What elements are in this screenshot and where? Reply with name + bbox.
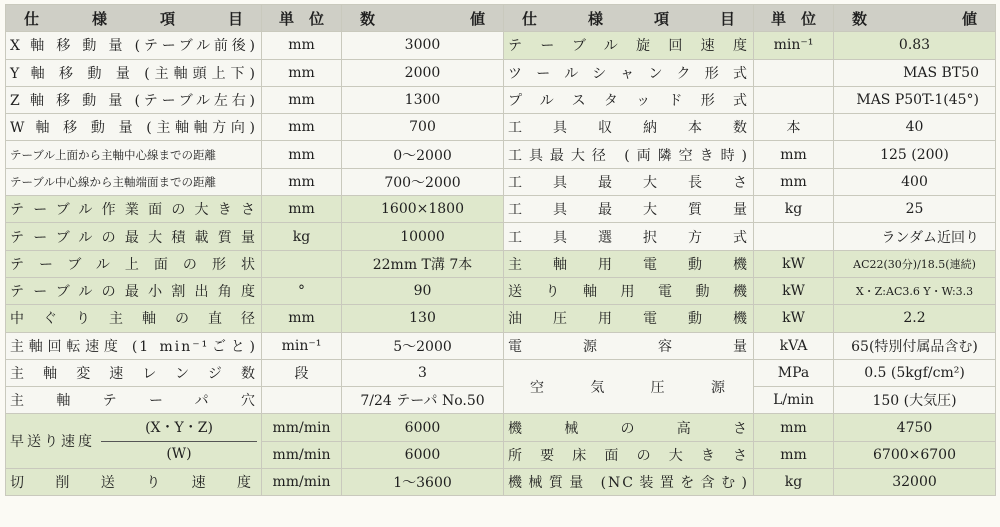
spec-item: 主軸テーパ穴 xyxy=(6,387,262,414)
table-row xyxy=(6,277,996,304)
spec-item: 切削送り速度 xyxy=(6,469,262,496)
spec-unit: kg xyxy=(262,223,342,250)
spec-item: テーブル中心線から主軸端面までの距離 xyxy=(6,168,262,195)
spec-item: テーブル上面から主軸中心線までの距離 xyxy=(6,141,262,168)
table-row xyxy=(6,332,996,359)
table-row xyxy=(6,32,996,59)
table-row xyxy=(6,114,996,141)
spec-unit: L/min xyxy=(754,387,834,414)
spec-value: 65(特別付属品含む) xyxy=(834,332,996,359)
spec-value: X・Z:AC3.6 Y・W:3.3 xyxy=(834,277,996,304)
table-row xyxy=(6,414,996,441)
spec-item: Y 軸 移 動 量 (主軸頭上下) xyxy=(6,59,262,86)
header-unit: 単 位 xyxy=(262,5,342,32)
spec-unit: 段 xyxy=(262,359,342,386)
spec-item: 電源容量 xyxy=(504,332,754,359)
spec-item: Z 軸 移 動 量 (テーブル左右) xyxy=(6,86,262,113)
header-value: 数 値 xyxy=(342,5,504,32)
spec-value: 6700×6700 xyxy=(834,441,996,468)
spec-item: 機械の高さ xyxy=(504,414,754,441)
spec-unit: mm xyxy=(754,141,834,168)
spec-item: テーブルの最小割出角度 xyxy=(6,277,262,304)
table-row xyxy=(6,86,996,113)
spec-value: 1300 xyxy=(342,86,504,113)
table-row xyxy=(6,141,996,168)
spec-item: 工具最大長さ xyxy=(504,168,754,195)
spec-unit: mm xyxy=(262,86,342,113)
spec-value: 130 xyxy=(342,305,504,332)
spec-unit: kW xyxy=(754,250,834,277)
spec-item-air: 空気圧源 xyxy=(504,359,754,414)
spec-value: 3 xyxy=(342,359,504,386)
spec-item: 工具最大質量 xyxy=(504,196,754,223)
spec-value: 700～2000 xyxy=(342,168,504,195)
spec-value: MAS BT50 xyxy=(834,59,996,86)
spec-item: 中ぐり主軸の直径 xyxy=(6,305,262,332)
header-row xyxy=(6,5,996,32)
spec-value: 0～2000 xyxy=(342,141,504,168)
fast-feed-sub-w: (W) xyxy=(166,445,192,462)
spec-value: 6000 xyxy=(342,414,504,441)
spec-table xyxy=(5,4,996,496)
spec-unit: mm/min xyxy=(262,414,342,441)
spec-unit: kW xyxy=(754,277,834,304)
spec-unit: mm xyxy=(262,114,342,141)
spec-item: プルスタッド形式 xyxy=(504,86,754,113)
spec-item-fast-feed xyxy=(6,414,262,469)
fast-feed-label: 早送り速度 xyxy=(10,434,95,451)
table-row xyxy=(6,305,996,332)
spec-item: 所要床面の大きさ xyxy=(504,441,754,468)
spec-item: テーブルの最大積載質量 xyxy=(6,223,262,250)
spec-value: 4750 xyxy=(834,414,996,441)
spec-value: 5～2000 xyxy=(342,332,504,359)
spec-value: 7/24 テーパ No.50 xyxy=(342,387,504,414)
spec-value: MAS P50T-1(45°) xyxy=(834,86,996,113)
spec-value: 25 xyxy=(834,196,996,223)
spec-unit: mm xyxy=(262,32,342,59)
spec-unit: kg xyxy=(754,469,834,496)
spec-value: 700 xyxy=(342,114,504,141)
spec-item: 油圧用電動機 xyxy=(504,305,754,332)
spec-unit: mm xyxy=(262,168,342,195)
spec-item: 工具収納本数 xyxy=(504,114,754,141)
table-row xyxy=(6,359,996,386)
spec-value: 0.5 (5kgf/cm²) xyxy=(834,359,996,386)
spec-unit xyxy=(754,59,834,86)
spec-value: 150 (大気圧) xyxy=(834,387,996,414)
spec-value: 1～3600 xyxy=(342,469,504,496)
spec-value: 90 xyxy=(342,277,504,304)
spec-unit: mm xyxy=(262,196,342,223)
spec-item: 送り軸用電動機 xyxy=(504,277,754,304)
spec-unit: mm/min xyxy=(262,469,342,496)
spec-unit xyxy=(754,86,834,113)
spec-item: X 軸 移 動 量 (テーブル前後) xyxy=(6,32,262,59)
spec-item: テーブル旋回速度 xyxy=(504,32,754,59)
spec-unit: mm/min xyxy=(262,441,342,468)
spec-value: 10000 xyxy=(342,223,504,250)
spec-item: ツールシャンク形式 xyxy=(504,59,754,86)
spec-unit: kg xyxy=(754,196,834,223)
spec-item: テーブル上面の形状 xyxy=(6,250,262,277)
spec-unit: ° xyxy=(262,277,342,304)
table-row xyxy=(6,387,996,414)
table-row xyxy=(6,469,996,496)
spec-unit: mm xyxy=(262,141,342,168)
spec-unit: mm xyxy=(262,305,342,332)
header-item-right: 仕 様 項 目 xyxy=(504,5,754,32)
spec-unit: kVA xyxy=(754,332,834,359)
spec-value: 22mm T溝 7本 xyxy=(342,250,504,277)
spec-item: 工具選択方式 xyxy=(504,223,754,250)
fast-feed-sub-xyz: (X・Y・Z) xyxy=(101,416,257,442)
spec-unit xyxy=(262,387,342,414)
table-row xyxy=(6,168,996,195)
spec-value: 0.83 xyxy=(834,32,996,59)
spec-unit: mm xyxy=(754,414,834,441)
spec-item: W 軸 移 動 量 (主軸軸方向) xyxy=(6,114,262,141)
spec-unit: min⁻¹ xyxy=(754,32,834,59)
spec-item: テーブル作業面の大きさ xyxy=(6,196,262,223)
table-row xyxy=(6,59,996,86)
spec-value: ランダム近回り xyxy=(834,223,996,250)
spec-value: 40 xyxy=(834,114,996,141)
table-row xyxy=(6,196,996,223)
spec-value: 400 xyxy=(834,168,996,195)
table-row xyxy=(6,223,996,250)
spec-unit: mm xyxy=(262,59,342,86)
spec-item: 主軸用電動機 xyxy=(504,250,754,277)
header-item: 仕 様 項 目 xyxy=(6,5,262,32)
spec-value: 2.2 xyxy=(834,305,996,332)
spec-unit: mm xyxy=(754,441,834,468)
table-row xyxy=(6,250,996,277)
spec-value: 6000 xyxy=(342,441,504,468)
spec-unit: mm xyxy=(754,168,834,195)
spec-item: 機械質量 (NC装置を含む) xyxy=(504,469,754,496)
spec-unit xyxy=(262,250,342,277)
spec-unit: kW xyxy=(754,305,834,332)
spec-value: 3000 xyxy=(342,32,504,59)
header-value-right: 数 値 xyxy=(834,5,996,32)
spec-item: 主軸回転速度 (1 min⁻¹ごと) xyxy=(6,332,262,359)
spec-value: AC22(30分)/18.5(連続) xyxy=(834,250,996,277)
spec-value: 125 (200) xyxy=(834,141,996,168)
spec-unit: MPa xyxy=(754,359,834,386)
spec-item: 工具最大径 (両隣空き時) xyxy=(504,141,754,168)
header-unit-right: 単 位 xyxy=(754,5,834,32)
spec-value: 1600×1800 xyxy=(342,196,504,223)
spec-value: 32000 xyxy=(834,469,996,496)
spec-value: 2000 xyxy=(342,59,504,86)
spec-item: 主軸変速レンジ数 xyxy=(6,359,262,386)
spec-unit: min⁻¹ xyxy=(262,332,342,359)
spec-unit: 本 xyxy=(754,114,834,141)
spec-unit xyxy=(754,223,834,250)
